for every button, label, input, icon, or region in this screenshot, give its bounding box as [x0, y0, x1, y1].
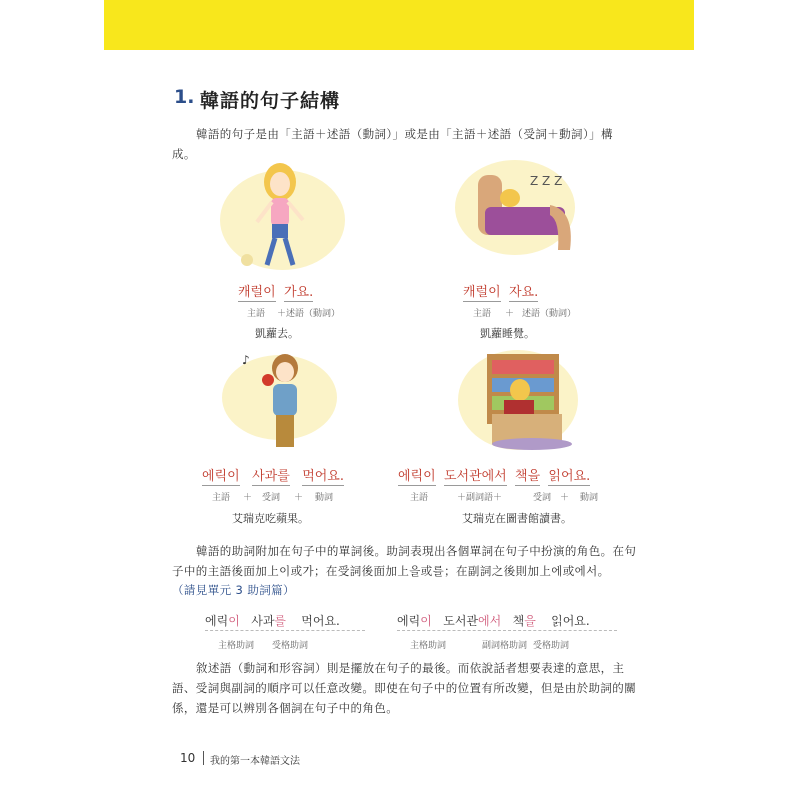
particle-left-stem-2: 사과 — [251, 614, 275, 628]
particle-left-particle-2: 를 — [274, 614, 287, 628]
particle-right-label-3: 受格助詞 — [533, 641, 570, 651]
particle-right-stem-3: 책 — [512, 614, 525, 628]
example-3-gloss-5: 動詞 — [315, 493, 334, 503]
example-1-sentence — [238, 281, 313, 300]
example-4-word-1: 에릭이 — [398, 469, 436, 484]
example-1-word-2: 가요. — [283, 285, 314, 300]
example-1-gloss-2: ＋述語（動詞） — [277, 309, 341, 319]
particle-right-stem-2: 도서관 — [443, 614, 479, 628]
svg-text:♪: ♪ — [242, 353, 250, 367]
man-eating-apple-illustration — [240, 350, 320, 455]
para3-line-1: 敘述語（動詞和形容詞）則是擺放在句子的最後。而依說話者想要表達的意思，主 — [196, 661, 625, 675]
example-2-sentence — [463, 281, 538, 300]
example-3-word-1: 에릭이 — [202, 469, 240, 484]
example-1-gloss-1: 主語 — [247, 309, 266, 319]
para3-line-2: 語、受詞與副詞的順序可以任意改變。即使在句子中的位置有所改變，但是由於助詞的關 — [172, 681, 637, 695]
example-2-word-2: 자요. — [508, 285, 539, 300]
example-3-word-2: 사과를 — [252, 469, 290, 484]
particle-right-stem-1: 에릭 — [397, 614, 421, 628]
example-3-translation: 艾瑞克吃蘋果。 — [232, 512, 309, 525]
example-2-word-1: 캐럴이 — [463, 285, 501, 300]
example-4-gloss-1: 主語 — [410, 493, 429, 503]
particle-right-dashline — [397, 630, 617, 631]
example-4-translation: 艾瑞克在圖書館讀書。 — [462, 512, 572, 525]
page-number: 10 — [180, 751, 196, 765]
example-4-word-4: 읽어요. — [548, 469, 591, 484]
example-3-sentence — [202, 465, 344, 484]
intro-line-2: 成。 — [172, 147, 196, 161]
example-3-gloss-3: 受詞 — [262, 493, 281, 503]
intro-line-1: 韓語的句子是由「主語＋述語（動詞）」或是由「主語＋述語（受詞＋動詞）」構 — [196, 127, 613, 141]
particle-example-left — [205, 612, 340, 629]
example-4-sentence — [398, 465, 590, 484]
example-2-gloss-1: 主語 — [473, 309, 492, 319]
particle-left-label-1: 主格助詞 — [218, 641, 255, 651]
particle-right-particle-3: 을 — [524, 614, 536, 628]
example-3-gloss-2: ＋ — [243, 493, 253, 503]
particle-right-particle-2: 에서 — [478, 614, 502, 628]
para3-line-3: 係，還是可以辨別各個詞在句子中的角色。 — [172, 701, 399, 715]
particle-left-label-2: 受格助詞 — [272, 641, 309, 651]
woman-walking-illustration — [235, 160, 325, 275]
particle-left-dashline — [205, 630, 365, 631]
particle-left-particle-1: 이 — [228, 614, 240, 628]
section-number: 1. — [174, 86, 195, 108]
example-4-gloss-2: ＋副詞語＋ — [457, 493, 503, 503]
particle-right-label-2: 副詞格助詞 — [482, 641, 528, 651]
girl-sleeping-illustration — [470, 165, 580, 260]
example-4-gloss-4: ＋ — [560, 493, 570, 503]
header-band — [104, 0, 694, 50]
example-4-gloss-3: 受詞 — [533, 493, 552, 503]
svg-text:Z Z Z: Z Z Z — [530, 174, 563, 188]
example-3-gloss-4: ＋ — [294, 493, 304, 503]
particle-left-stem-1: 에릭 — [205, 614, 229, 628]
example-1-translation: 凱蘿去。 — [255, 327, 299, 340]
example-2-gloss-3: 述語（動詞） — [522, 309, 577, 319]
para2-line-2: 子中的主語後面加上이或가；在受詞後面加上을或를；在副詞之後則加上에或에서。 — [172, 564, 610, 578]
particle-right-stem-4: 읽어요. — [551, 614, 590, 628]
example-4-word-2: 도서관에서 — [443, 469, 507, 484]
particle-right-label-1: 主格助詞 — [410, 641, 447, 651]
para2-line-1: 韓語的助詞附加在句子中的單詞後。助詞表現出各個單詞在句子中扮演的角色。在句 — [196, 544, 637, 558]
example-4-gloss-5: 動詞 — [580, 493, 599, 503]
book-title: 我的第一本韓語文法 — [210, 756, 300, 767]
example-4-word-3: 책을 — [515, 469, 541, 484]
example-3-gloss-1: 主語 — [212, 493, 231, 503]
example-2-translation: 凱蘿睡覺。 — [480, 327, 535, 340]
example-1-word-1: 캐럴이 — [238, 285, 276, 300]
particle-left-stem-3: 먹어요. — [301, 614, 340, 628]
example-2-gloss-2: ＋ — [505, 309, 515, 319]
particle-example-right — [397, 612, 590, 629]
man-reading-library-illustration — [482, 352, 572, 452]
particle-right-particle-1: 이 — [420, 614, 432, 628]
section-title: 韓語的句子結構 — [200, 90, 341, 112]
example-3-word-3: 먹어요. — [302, 469, 344, 484]
footer-separator — [203, 751, 204, 765]
para2-line-3: （請見單元 3 助詞篇） — [172, 583, 295, 597]
